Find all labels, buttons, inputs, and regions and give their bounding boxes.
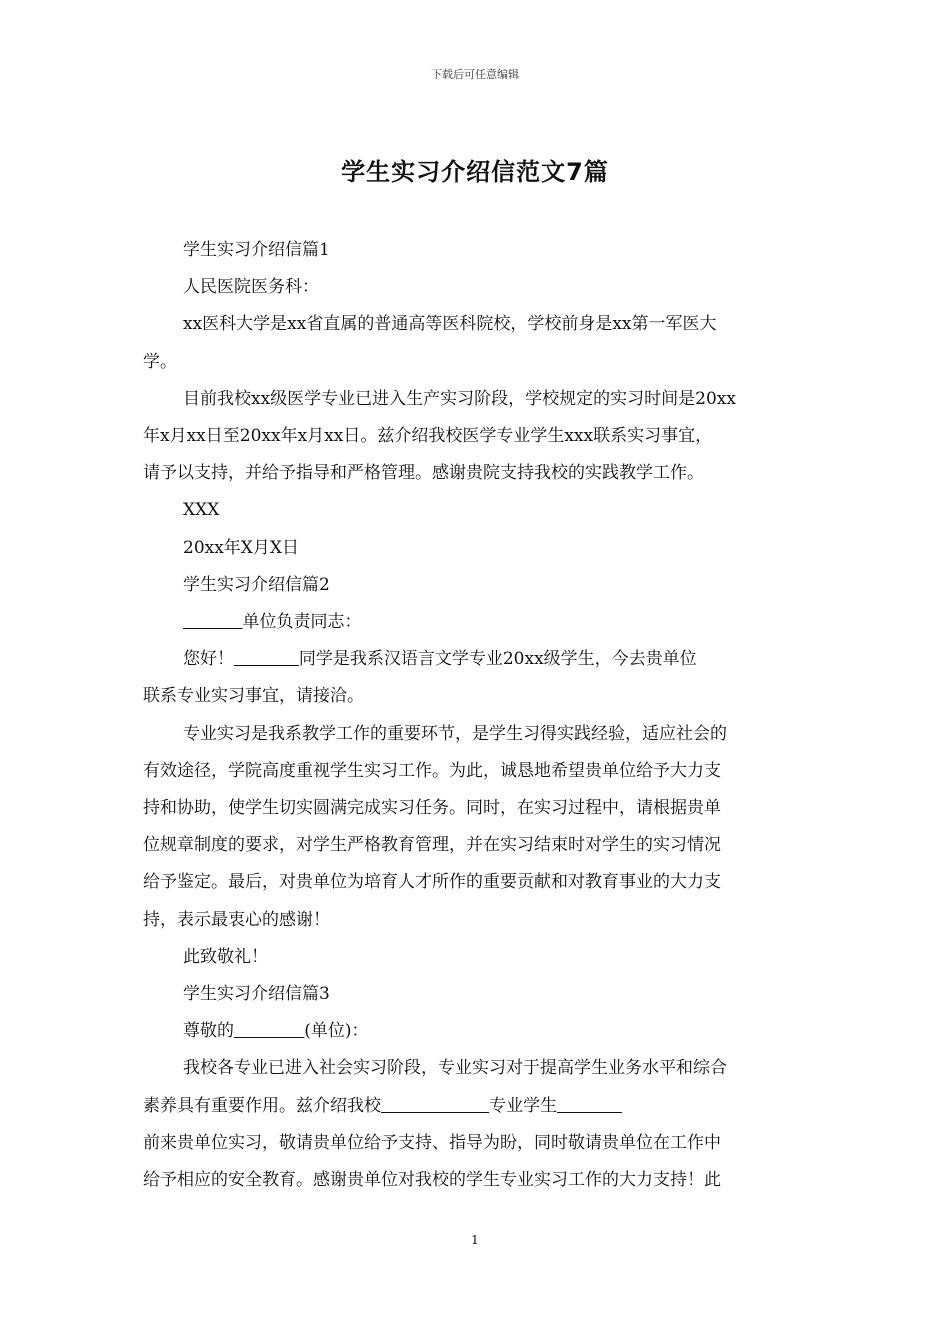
page-number: 1 <box>471 1233 479 1247</box>
blank-field <box>557 1096 622 1116</box>
paragraph-line: 请予以支持，并给予指导和严格管理。感谢贵院支持我校的实践教学工作。 <box>143 463 704 484</box>
salutation-text: 单位负责同志： <box>242 612 362 633</box>
blank-field <box>234 649 299 669</box>
section-heading-1: 学生实习介绍信篇1 <box>183 240 330 260</box>
document-title: 学生实习介绍信范文7篇 <box>341 158 609 186</box>
closing-line: 此致敬礼！ <box>183 946 268 967</box>
salutation: 人民医院医务科： <box>183 277 319 298</box>
paragraph-line: 我校各专业已进入社会实习阶段，专业实习对于提高学生业务水平和综合 <box>183 1058 727 1079</box>
paragraph-line: 持和协助，使学生切实圆满完成实习任务。同时，在实习过程中，请根据贵单 <box>143 798 721 819</box>
paragraph-line: 给予鉴定。最后，对贵单位为培育人才所作的重要贡献和对教育事业的大力支 <box>143 872 721 893</box>
greeting-text: 您好！ <box>183 649 234 670</box>
salutation <box>143 604 809 641</box>
signature-date: 20xx年X月X日 <box>183 537 300 558</box>
blank-field <box>234 1021 304 1041</box>
paragraph-line <box>143 641 809 678</box>
paragraph-text: 同学是我系汉语言文学专业20xx级学生，今去贵单位 <box>298 649 697 670</box>
paragraph-text: 专业学生 <box>489 1095 558 1116</box>
paragraph-line: 有效途径，学院高度重视学生实习工作。为此，诚恳地希望贵单位给予大力支 <box>143 760 721 781</box>
paragraph-line: 专业实习是我系教学工作的重要环节，是学生习得实践经验，适应社会的 <box>183 723 727 744</box>
section-heading-3: 学生实习介绍信篇3 <box>183 984 330 1005</box>
paragraph-line: 给予相应的安全教育。感谢贵单位对我校的学生专业实习工作的大力支持！此 <box>143 1170 721 1191</box>
section-heading-2: 学生实习介绍信篇2 <box>183 574 330 595</box>
paragraph-line: 联系专业实习事宜，请接洽。 <box>143 686 364 707</box>
paragraph-line <box>143 1088 809 1125</box>
signature-name: XXX <box>183 500 220 521</box>
document-body <box>143 232 809 1199</box>
paragraph-line: 前来贵单位实习，敬请贵单位给予支持、指导为盼，同时敬请贵单位在工作中 <box>143 1132 721 1153</box>
header-note: 下载后可任意编辑 <box>431 68 519 81</box>
blank-field <box>183 612 242 632</box>
paragraph-line: 位规章制度的要求，对学生严格教育管理，并在实习结束时对学生的实习情况 <box>143 835 721 856</box>
paragraph-line: 目前我校xx级医学专业已进入生产实习阶段，学校规定的实习时间是20xx <box>183 388 736 409</box>
paragraph-text: 素养具有重要作用。兹介绍我校 <box>143 1095 381 1116</box>
salutation-text: 尊敬的 <box>183 1021 234 1042</box>
salutation <box>143 1013 809 1050</box>
salutation-suffix: (单位)： <box>304 1021 369 1042</box>
paragraph-line: 持，表示最衷心的感谢！ <box>143 909 330 930</box>
paragraph-line: 年x月xx日至20xx年x月xx日。兹介绍我校医学专业学生xxx联系实习事宜， <box>143 426 713 447</box>
paragraph-line: xx医科大学是xx省直属的普通高等医科院校，学校前身是xx第一军医大 <box>183 314 717 335</box>
blank-field <box>381 1096 489 1116</box>
paragraph-line: 学。 <box>143 351 177 372</box>
